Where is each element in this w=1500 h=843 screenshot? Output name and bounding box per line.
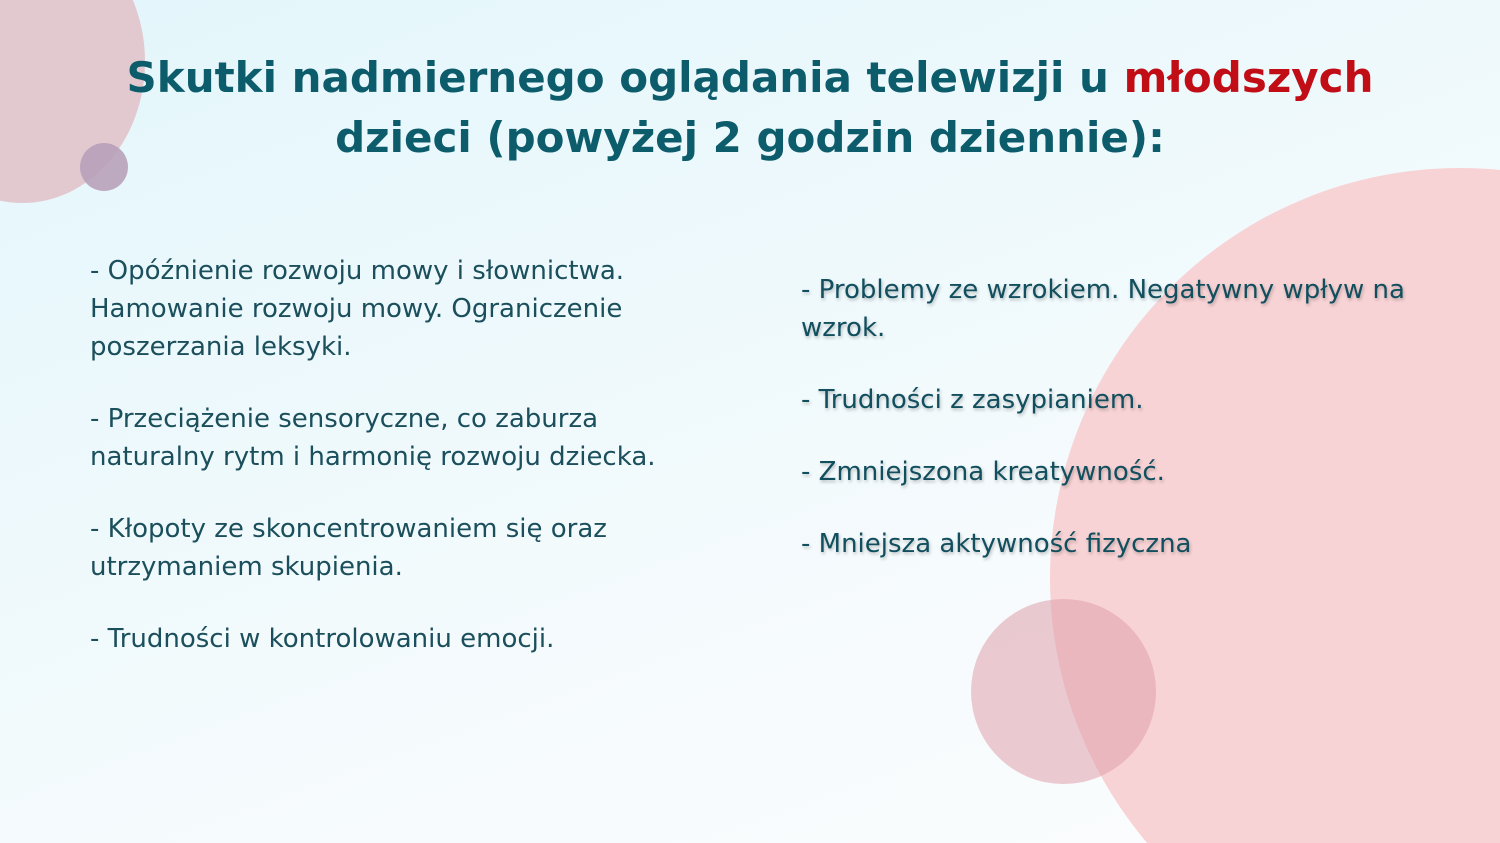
left-column-list <box>90 252 730 692</box>
right-column-list <box>801 271 1441 597</box>
list-item: - Trudności z zasypianiem. <box>801 385 1144 415</box>
list-item: - Opóźnienie rozwoju mowy i słownictwa. Hamowanie rozwoju mowy. Ograniczenie poszerzania leksyki. <box>90 256 625 362</box>
list-item: - Mniejsza aktywność fizyczna <box>801 529 1192 559</box>
list-item: - Przeciążenie sensoryczne, co zaburza naturalny rytm i harmonię rozwoju dziecka. <box>90 404 656 472</box>
slide-title <box>60 48 1440 168</box>
list-item: - Zmniejszona kreatywność. <box>801 457 1165 487</box>
list-item: - Problemy ze wzrokiem. Negatywny wpływ na wzrok. <box>801 275 1405 343</box>
list-item: - Trudności w kontrolowaniu emocji. <box>90 624 555 654</box>
title-line2: dzieci (powyżej 2 godzin dziennie): <box>335 113 1165 162</box>
decorative-circle-bottom <box>971 599 1156 784</box>
title-accent: młodszych <box>1123 53 1374 102</box>
title-part1: Skutki nadmiernego oglądania telewizji u <box>126 53 1124 102</box>
list-item: - Kłopoty ze skoncentrowaniem się oraz utrzymaniem skupienia. <box>90 514 607 582</box>
